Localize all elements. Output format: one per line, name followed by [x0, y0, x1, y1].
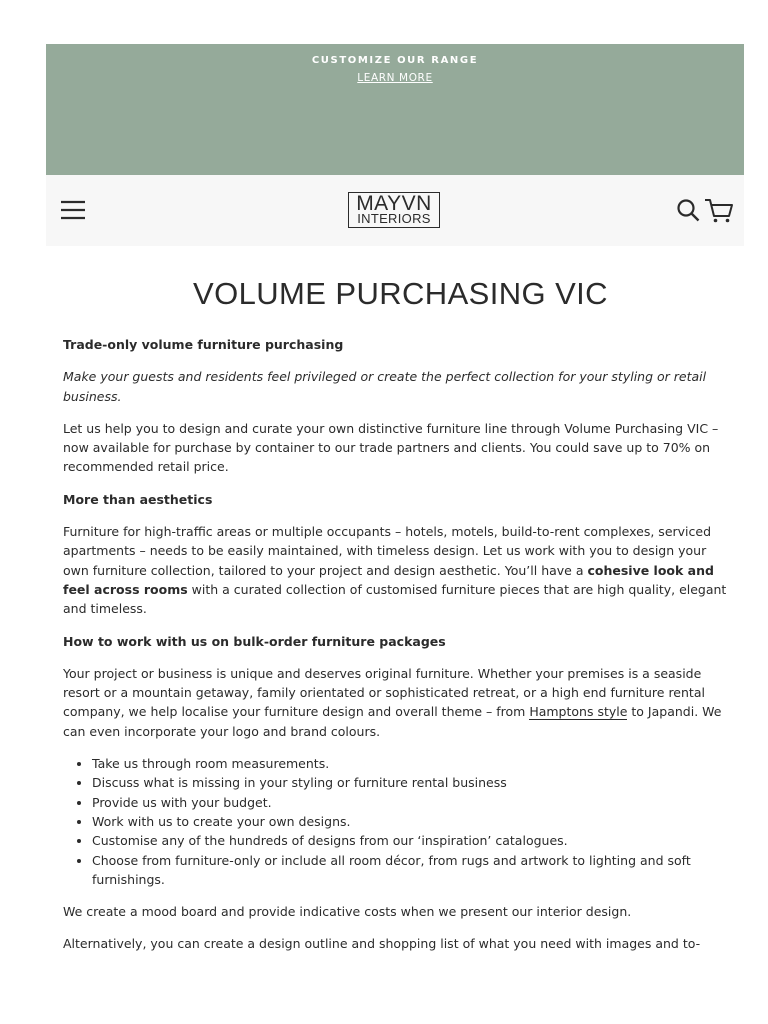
intro-italic: Make your guests and residents feel privileged or create the perfect collection for your styling or retail business.	[63, 369, 707, 404]
paragraph-how-to-text-b: to Japandi. We can even incorporate your logo and brand colours.	[63, 704, 722, 739]
list-item: • Choose from furniture-only or include all room décor, from rugs and artwork to lighting and soft furnishings.	[92, 851, 728, 890]
cart-button[interactable]	[704, 197, 734, 223]
search-icon	[676, 198, 700, 222]
promo-title: CUSTOMIZE OUR RANGE	[311, 55, 479, 66]
list-item: • Work with us to create your own designs.	[92, 812, 728, 831]
paragraph-how-to	[63, 664, 728, 741]
paragraph-aesthetics-text-b: with a curated collection of customised furniture pieces that are high quality, elegant and timeless.	[63, 581, 727, 617]
page-title: VOLUME PURCHASING VIC	[193, 276, 608, 311]
main-content	[63, 276, 728, 967]
paragraph-aesthetics-text-a: Furniture for high-traffic areas or multiple occupants – hotels, motels, build-to-rent complexes, serviced apartments – needs to be easily maintained, with timeless design. Let us work with you to design your own furniture collection, tailored to your project and design aesthetic. You’ll have a	[63, 524, 712, 578]
paragraph-mood-board: We create a mood board and provide indicative costs when we present our interior design.	[63, 904, 632, 920]
steps-list	[63, 754, 728, 889]
promo-learn-more-link[interactable]: LEARN MORE	[357, 72, 433, 84]
paragraph-alternatively: Alternatively, you can create a design outline and shopping list of what you need with images and to-	[63, 936, 701, 952]
section-heading-how-to: How to work with us on bulk-order furniture packages	[63, 633, 446, 649]
list-item: • Take us through room measurements.	[92, 754, 728, 773]
paragraph-how-to-text-a: Your project or business is unique and deserves original furniture. Whether your premises is a seaside resort or a mountain getaway, family orientated or sophisticated retreat, or a high end furniture rental company, we help localise your furniture design and overall theme – from	[63, 665, 705, 720]
list-item: • Discuss what is missing in your styling or furniture rental business	[92, 773, 728, 792]
cart-icon	[704, 197, 734, 223]
hamburger-menu-icon	[60, 199, 86, 221]
section-heading-trade: Trade-only volume furniture purchasing	[63, 337, 344, 352]
paragraph-aesthetics	[63, 522, 728, 618]
section-heading-aesthetics: More than aesthetics	[63, 491, 213, 507]
list-item: • Customise any of the hundreds of designs from our ‘inspiration’ catalogues.	[92, 831, 728, 850]
search-button[interactable]	[676, 198, 700, 222]
menu-button[interactable]	[60, 199, 86, 221]
logo-line-2: INTERIORS	[357, 211, 431, 226]
logo-line-1: MAYVN	[356, 192, 432, 215]
paragraph-volume-purchasing: Let us help you to design and curate your own distinctive furniture line through Volume Purchasing VIC – now available for purchase by container to our trade partners and clients. You could save up to 70% on recommended retail price.	[63, 420, 719, 475]
site-header	[46, 175, 744, 246]
list-item: • Provide us with your budget.	[92, 793, 728, 812]
site-logo[interactable]	[348, 192, 440, 228]
promo-banner	[46, 44, 744, 175]
paragraph-aesthetics-bold: cohesive look and feel across rooms	[63, 562, 714, 597]
hamptons-style-link[interactable]: Hamptons style	[529, 704, 628, 720]
